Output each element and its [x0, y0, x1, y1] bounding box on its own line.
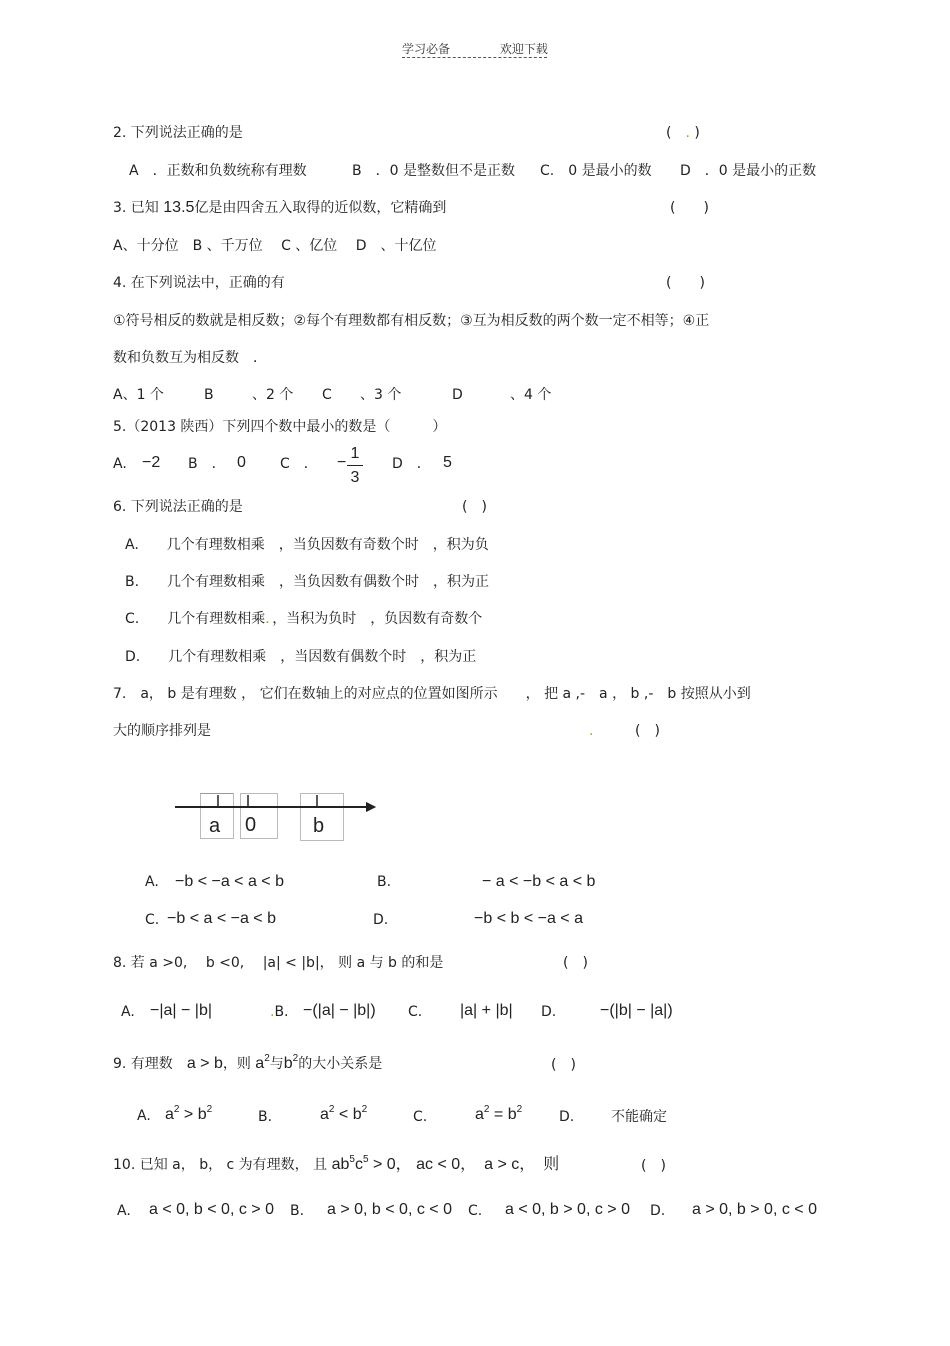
fraction-bar: [347, 465, 363, 466]
q6-stem: 6. 下列说法正确的是: [113, 499, 243, 515]
q9-option-b-expr: $a^2 < b^2$: [320, 1104, 368, 1123]
header-right: 欢迎下载: [499, 42, 548, 56]
q7-option-d: D.: [373, 912, 389, 928]
q9-option-d-text: 不能确定: [611, 1109, 667, 1125]
q4-option-c-text: 、3 个: [360, 387, 402, 403]
q9-option-b: B.: [258, 1109, 273, 1125]
q7-paren: ( ): [635, 723, 660, 739]
q10-option-b-expr: a > 0, b < 0, c < 0: [327, 1201, 452, 1218]
q5-option-c: C ．: [280, 456, 318, 472]
q7-option-a-expr: −b < −a < a < b: [175, 873, 284, 890]
q10-option-d: D.: [650, 1203, 666, 1219]
number-line-label-b: b: [313, 815, 325, 837]
q7-stem-line2: 大的顺序排列是: [113, 723, 211, 739]
q4-option-d-letter: D: [452, 387, 463, 403]
q4-statements-line2: 数和负数互为相反数 ．: [113, 350, 267, 366]
q5-option-a: A.: [113, 456, 127, 472]
q6-paren: ( ): [462, 499, 487, 515]
q5-option-b-value: 0: [237, 454, 246, 471]
q9-option-c: C.: [413, 1109, 428, 1125]
q10-option-a: A.: [117, 1203, 131, 1219]
q10-option-a-expr: a < 0, b < 0, c > 0: [149, 1201, 274, 1218]
number-line-label-0: 0: [245, 814, 257, 836]
q2-stem: 2. 下列说法正确的是: [113, 125, 243, 141]
q2-option-d: D ．0 是最小的正数: [680, 163, 817, 179]
q10-paren: ( ): [641, 1158, 666, 1174]
q7-option-a: A.: [145, 874, 159, 890]
page-header: [402, 40, 547, 58]
q7-option-b-expr: − a < −b < a < b: [482, 873, 596, 890]
q9-option-c-expr: $a^2 = b^2$: [475, 1104, 523, 1123]
q8-option-a: A.: [121, 1004, 135, 1020]
q2-paren: ( . ): [666, 125, 700, 141]
q8-option-d: D.: [541, 1004, 557, 1020]
q4-option-d-text: 、4 个: [510, 387, 552, 403]
q4-option-b-letter: B: [204, 387, 214, 403]
q10-option-c-expr: a < 0, b > 0, c > 0: [505, 1201, 630, 1218]
q5-option-c-sign: −: [337, 454, 347, 471]
q8-option-a-expr: −|a| − |b|: [150, 1002, 212, 1019]
q2-option-c: C. 0 是最小的数: [540, 163, 652, 179]
q5-fraction: [347, 444, 363, 488]
q8-option-b: .B.: [270, 1004, 289, 1020]
q3-stem: 3. 已知 13.5亿是由四舍五入取得的近似数，它精确到: [113, 199, 447, 216]
number-line-overlay: [170, 792, 380, 812]
q5-option-a-value: −2: [142, 454, 161, 471]
q7-option-c-expr: −b < a < −a < b: [167, 910, 276, 927]
q4-statements-line1: ①符号相反的数就是相反数；②每个有理数都有相反数；③互为相反数的两个数一定不相等；④正: [113, 313, 710, 329]
q5-fraction-numerator: 1: [350, 445, 360, 462]
q2-option-a: A ．正数和负数统称有理数: [129, 163, 307, 179]
header-left: 学习必备: [402, 42, 451, 56]
q6-option-d: D. 几个有理数相乘 ，当因数有偶数个时 ，积为正: [125, 649, 477, 665]
q4-option-a: A、1 个: [113, 387, 164, 403]
q10-option-d-expr: a > 0, b > 0, c < 0: [692, 1201, 817, 1218]
q4-stem: 4. 在下列说法中，正确的有: [113, 275, 285, 291]
q7-option-b: B.: [377, 874, 392, 890]
q9-option-a: A.: [137, 1108, 151, 1124]
q5-option-d-value: 5: [443, 454, 452, 471]
q3-paren: ( ): [670, 200, 709, 216]
q6-option-b: B. 几个有理数相乘 ，当负因数有偶数个时 ，积为正: [125, 574, 490, 590]
q8-stem: 8. 若 a >0, b <0, |a| < |b|， 则 a 与 b 的和是: [113, 955, 444, 971]
q7-mark: .: [589, 723, 594, 739]
q9-option-a-expr: $a^2 > b^2$: [165, 1104, 213, 1123]
q9-stem: 9. 有理数 a > b，则 $a^2$与$b^2$的大小关系是: [113, 1053, 383, 1072]
q8-option-c: C.: [408, 1004, 423, 1020]
q6-option-c: C. 几个有理数相乘．，当积为负时 ，负因数有奇数个: [125, 611, 483, 627]
q4-option-c-letter: C: [322, 387, 332, 403]
q5-option-b: B ．: [188, 456, 226, 472]
q5-option-d: D ．: [392, 456, 431, 472]
q7-option-d-expr: −b < b < −a < a: [474, 910, 583, 927]
q10-option-b: B.: [290, 1203, 305, 1219]
number-line-label-a: a: [209, 815, 221, 837]
q10-stem: 10. 已知 a， b， c 为有理数， 且 $ab^5c^5 > 0$， ac < 0， a > c， 则: [113, 1154, 560, 1173]
q7-stem-line1: 7. a， b 是有理数 ， 它们在数轴上的对应点的位置如图所示 ， 把 a ,- a ， b ,- b 按照从小到: [113, 686, 751, 702]
q9-option-d: D.: [559, 1109, 575, 1125]
q5-stem: 5.（2013 陕西）下列四个数中最小的数是（ ）: [113, 419, 447, 435]
q8-option-c-expr: |a| + |b|: [460, 1002, 513, 1019]
q10-option-c: C.: [468, 1203, 483, 1219]
q9-paren: ( ): [551, 1057, 576, 1073]
q3-options: A、十分位 B 、千万位 C 、亿位 D 、十亿位: [113, 238, 437, 254]
q4-option-b-text: 、2 个: [252, 387, 294, 403]
q7-option-c: C.: [145, 912, 160, 928]
q8-option-d-expr: −(|b| − |a|): [600, 1002, 673, 1019]
q8-option-b-expr: −(|a| − |b|): [303, 1002, 376, 1019]
q2-option-b: B ．0 是整数但不是正数: [352, 163, 515, 179]
q5-fraction-denominator: 3: [350, 469, 360, 486]
q6-option-a: A. 几个有理数相乘 ，当负因数有奇数个时 ，积为负: [125, 537, 489, 553]
q4-paren: ( ): [666, 275, 705, 291]
q8-paren: ( ): [563, 955, 588, 971]
